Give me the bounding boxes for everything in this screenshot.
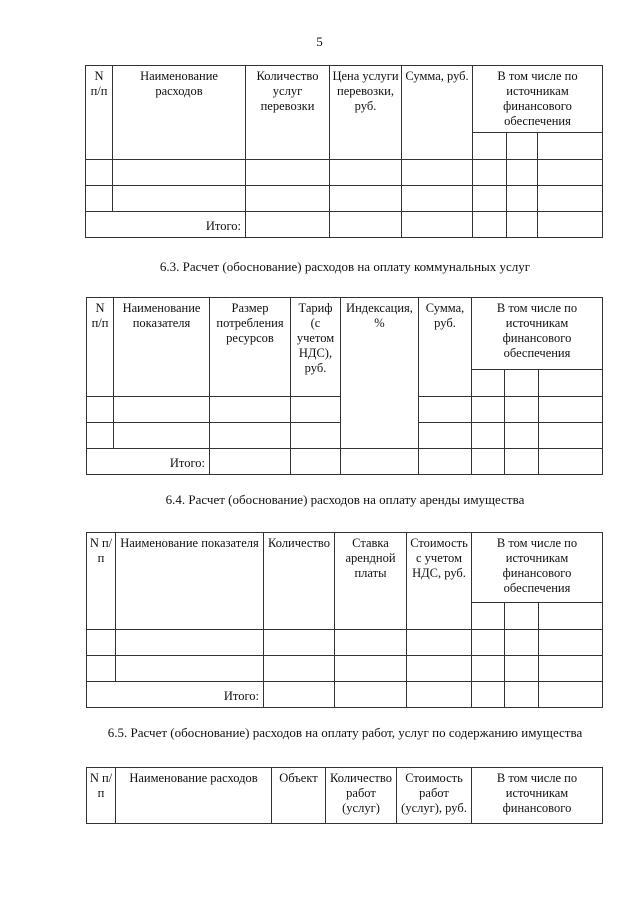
col-indicator-header: Наименование показателя (114, 298, 210, 397)
total-row (86, 212, 603, 238)
col-consumption-header: Размер потребления ресурсов (210, 298, 291, 397)
page-number: 5 (316, 34, 323, 49)
col-name-header: Наименование расходов (116, 768, 272, 824)
col-price-header: Цена услуги перевозки, руб. (330, 66, 402, 160)
col-work-cost-header: Стоимость работ (услуг), руб. (397, 768, 472, 824)
source-subcol (507, 133, 538, 160)
col-number-header: N п/п (87, 533, 116, 630)
total-label: Итого: (87, 682, 264, 708)
source-subcol (539, 603, 603, 630)
total-label: Итого: (86, 212, 246, 238)
total-label: Итого: (87, 449, 210, 475)
col-sources-header: В том числе по источникам финансового обеспечения (472, 298, 603, 370)
table-row (87, 656, 603, 682)
col-rate-header: Ставка арендной платы (335, 533, 407, 630)
col-number-header: N п/п (87, 298, 114, 397)
col-object-header: Объект (272, 768, 326, 824)
source-subcol (505, 370, 539, 397)
col-sources-header: В том числе по источникам финансового обеспечения (473, 66, 603, 133)
utilities-costs-table (86, 297, 603, 475)
section-6-4-title: 6.4. Расчет (обоснование) расходов на оплату аренды имущества (165, 492, 525, 507)
col-sources-header: В том числе по источникам финансового (472, 768, 603, 824)
source-subcol (505, 603, 539, 630)
col-cost-header: Стоимость с учетом НДС, руб. (407, 533, 472, 630)
table-row (86, 160, 603, 186)
source-subcol (539, 370, 603, 397)
col-sources-header: В том числе по источникам финансового обеспечения (472, 533, 603, 603)
col-indexation-header: Индексация, % (341, 298, 419, 449)
table-row (86, 186, 603, 212)
source-subcol (538, 133, 603, 160)
col-indicator-header: Наименование показателя (116, 533, 264, 630)
source-subcol (472, 370, 505, 397)
col-work-quantity-header: Количество работ (услуг) (326, 768, 397, 824)
col-sum-header: Сумма, руб. (419, 298, 472, 397)
col-number-header: N п/п (87, 768, 116, 824)
table-row (87, 630, 603, 656)
transport-costs-table (85, 65, 603, 238)
section-6-5-title: 6.5. Расчет (обоснование) расходов на оплату работ, услуг по содержанию имущества (107, 725, 583, 740)
section-6-3-title: 6.3. Расчет (обоснование) расходов на оплату коммунальных услуг (159, 259, 531, 274)
col-quantity-header: Количество услуг перевозки (246, 66, 330, 160)
col-sum-header: Сумма, руб. (402, 66, 473, 160)
maintenance-costs-table (86, 767, 603, 824)
col-number-header: N п/п (86, 66, 113, 160)
source-subcol (473, 133, 507, 160)
total-row (87, 449, 603, 475)
total-row (87, 682, 603, 708)
col-name-header: Наименование расходов (113, 66, 246, 160)
rent-costs-table (86, 532, 603, 708)
col-quantity-header: Количество (264, 533, 335, 630)
source-subcol (472, 603, 505, 630)
col-tariff-header: Тариф (с учетом НДС), руб. (291, 298, 341, 397)
